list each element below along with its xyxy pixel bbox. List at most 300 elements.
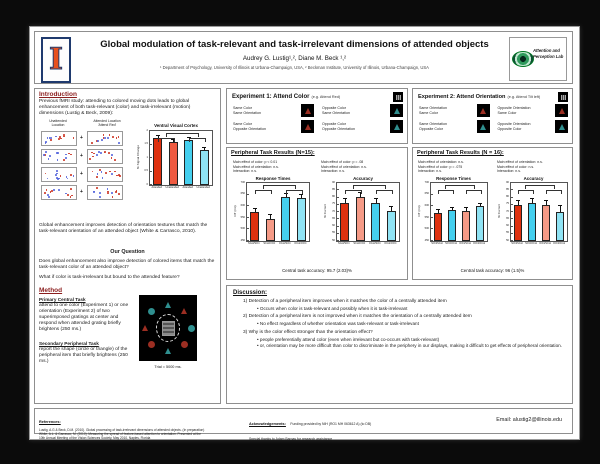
plot-area <box>332 180 400 242</box>
y-tick-label: 85 <box>506 187 509 191</box>
condition-label: Same Orientation Same Color <box>419 106 447 115</box>
error-bar-cap <box>530 198 534 199</box>
error-bar-cap <box>299 194 303 195</box>
y-tick-mark <box>150 130 152 131</box>
trial-display <box>139 295 197 361</box>
x-tick-label: OCol/SOri <box>368 242 381 245</box>
sig-bracket <box>466 190 482 194</box>
x-tick-label: OOri/SCol <box>459 242 471 245</box>
stat-line: Interaction: n.s. <box>497 169 521 174</box>
dot <box>107 137 109 139</box>
y-tick-label: 50 <box>506 238 509 242</box>
attended-dot-patch <box>87 167 123 182</box>
error-bar-cap <box>478 203 482 204</box>
bar <box>462 211 470 241</box>
error-bar <box>438 210 439 213</box>
experiment1-title-row <box>232 92 403 102</box>
stat-line: Main effect of color: n.s. <box>497 164 535 169</box>
chart-exp1_acc <box>319 176 407 264</box>
dot <box>70 196 72 198</box>
error-bar <box>255 209 256 212</box>
discussion-item <box>243 299 566 311</box>
stat-line: Main effect of orientation: n.s. <box>233 164 279 169</box>
dot <box>111 173 113 175</box>
y-tick-label: 90 <box>506 180 509 184</box>
y-tick-label: 1.5 <box>144 142 148 146</box>
reference-line: 10th Annual Meeting of the Vision Sciences Society, May 2010, Naples, Florida <box>39 436 151 440</box>
introduction-heading: Introduction <box>39 91 77 98</box>
experiment1-title: Experiment 1: Attend Color <box>232 94 310 100</box>
fixation-plus: + <box>80 135 83 141</box>
fixation-plus: + <box>80 153 83 159</box>
error-bar <box>301 195 302 198</box>
error-bar <box>376 199 377 203</box>
y-tick-mark <box>431 228 433 229</box>
sig-bracket <box>263 185 296 189</box>
stimulus-swatch <box>390 120 403 133</box>
fmri-stimulus-figure <box>41 119 133 219</box>
sig-bracket <box>445 185 475 189</box>
plot-area <box>424 180 488 242</box>
error-bar <box>546 201 547 205</box>
sig-bracket <box>166 133 199 137</box>
stimulus-swatch <box>555 120 568 133</box>
stat-line: Interaction: n.s. <box>233 169 257 174</box>
discussion-point: 3) Why is the color effect stronger than the orientation effect? <box>243 329 373 335</box>
x-tick-labels <box>246 242 308 245</box>
y-axis-label: % Signal Change <box>136 145 140 169</box>
plot-area <box>240 180 310 242</box>
dot <box>104 137 106 139</box>
university-logo <box>41 37 71 83</box>
dot <box>91 142 93 144</box>
unattended-dot-patch <box>41 167 77 182</box>
y-tick-label: 0 <box>146 182 148 186</box>
condition-label: Same Color Same Orientation <box>233 106 261 115</box>
bar <box>556 212 564 241</box>
trial-caption: Trial = 5000 ms. <box>154 365 182 369</box>
circle-icon <box>148 308 155 315</box>
x-tick-labels <box>336 242 398 245</box>
y-tick-label: 450 <box>424 238 429 242</box>
y-tick-label: 700 <box>424 180 429 184</box>
y-tick-mark <box>511 240 513 241</box>
discussion-box <box>226 285 573 404</box>
stat-line: Main effect of color: p = .08 <box>321 160 364 164</box>
y-tick-label: 0.5 <box>144 169 148 173</box>
poster-authors: Audrey G. Lustig¹,², Diane M. Beck ¹,² <box>242 55 347 62</box>
triangle-icon <box>394 124 400 130</box>
dot <box>53 189 55 191</box>
chart-ventral <box>133 123 219 199</box>
dot <box>114 171 116 173</box>
dot <box>96 176 98 178</box>
stimulus-swatch <box>477 120 490 133</box>
y-tick-label: 700 <box>240 180 245 184</box>
dot <box>111 157 113 159</box>
error-bar-cap <box>343 198 347 199</box>
y-tick-label: 65 <box>332 216 335 220</box>
y-tick-label: 55 <box>332 231 335 235</box>
dot <box>118 174 120 176</box>
sig-bracket <box>518 190 534 194</box>
y-axis-label: RT (ms) <box>417 205 421 217</box>
bar <box>266 219 275 241</box>
dot <box>114 159 116 161</box>
x-tick-label: SCol/SOri <box>247 242 260 245</box>
dot <box>89 158 91 160</box>
y-tick-mark <box>337 226 339 227</box>
bar <box>434 213 442 241</box>
y-tick-mark <box>247 217 249 218</box>
bar <box>281 197 290 241</box>
x-tick-label: SOri/SCol <box>511 242 523 245</box>
triangle-icon <box>142 325 148 331</box>
error-bar-cap <box>436 209 440 210</box>
secondary-task-title: Secondary Peripheral Task <box>39 341 99 346</box>
y-tick-mark <box>337 204 339 205</box>
x-tick-label: SOri/OCol <box>525 242 537 245</box>
dot <box>107 192 109 194</box>
error-bar-cap <box>202 147 206 148</box>
stat-line: Main effect of orientation: n.s. <box>418 160 464 164</box>
y-tick-label: 85 <box>332 187 335 191</box>
stat-line: Main effect of orientation: n.s. <box>497 160 543 164</box>
intro-paragraph-2: Global enhancement improves detection of orientation textures that match the task-relevant orientation of an attended object (White & Carrasco, 2010). <box>39 223 208 234</box>
y-axis-label: % Correct <box>497 204 501 218</box>
eye-icon <box>512 51 534 67</box>
y-tick-mark <box>431 205 433 206</box>
dot <box>48 158 50 160</box>
y-tick-mark <box>247 240 249 241</box>
x-tick-label: OCol/OOri <box>384 242 397 245</box>
question-2: What if color is task-irrelevant but bound to the attended feature? <box>39 275 180 280</box>
fixation-plus: + <box>80 171 83 177</box>
dot <box>50 139 52 141</box>
dot-row <box>41 167 133 180</box>
x-tick-label: Unattended <box>196 186 210 189</box>
y-tick-label: 2 <box>146 128 148 132</box>
experiment1-conditions <box>233 104 403 133</box>
y-tick-label: 80 <box>506 195 509 199</box>
error-bar-cap <box>464 207 468 208</box>
bar <box>200 150 209 185</box>
dot <box>97 140 99 142</box>
y-tick-label: 650 <box>424 192 429 196</box>
discussion-bullet: • Occurs when color is task-relevant and possibly when it is task-irrelevant <box>257 305 408 311</box>
bar <box>169 142 178 185</box>
x-tick-labels <box>510 242 566 245</box>
dot <box>93 153 95 155</box>
error-bar <box>466 208 467 211</box>
poster-affiliations: ¹ Department of Psychology, University of Illinois at Urbana-Champaign, USA, ² Beckman Institute, University of Illinois, Urbana-Champaign, USA <box>160 65 429 70</box>
results2-heading: Peripheral Task Results (N = 16): <box>417 150 504 156</box>
dot-rows <box>41 131 133 211</box>
dot <box>70 154 72 156</box>
references-heading: References: <box>39 420 61 424</box>
triangle-icon <box>181 308 187 314</box>
sig-bracket <box>546 190 562 194</box>
results2-box <box>412 147 573 280</box>
y-tick-label: 70 <box>506 209 509 213</box>
secondary-task-text: report the shape (circle or triangle) of the peripheral item that briefly brightens (250 ms.) <box>39 347 128 364</box>
chart-exp2_acc <box>494 176 573 264</box>
y-tick-label: 75 <box>506 202 509 206</box>
experiment2-subtitle: (e.g. Attend Tilt left) <box>507 95 541 99</box>
y-tick-mark <box>337 211 339 212</box>
discussion-point: 2) Detection of a peripheral item is not improved when it matches the orientation of a centrally attended item <box>243 314 472 320</box>
lab-logo-text: Attention and Perception Lab <box>533 48 564 59</box>
ack-thanks: Special thanks to Adam Barnas for research assistance <box>249 437 333 441</box>
ack-heading: Acknowledgements: <box>249 422 286 426</box>
dot <box>55 136 57 138</box>
stat-line: Main effect of orientation: n.s. <box>321 164 367 169</box>
error-bar <box>345 199 346 203</box>
dot <box>48 196 50 198</box>
results1-box <box>226 147 408 280</box>
results1-heading: Peripheral Task Results (N=15): <box>231 150 315 156</box>
error-bar <box>532 199 533 203</box>
dot-row <box>41 149 133 162</box>
attended-dot-patch <box>87 131 123 146</box>
y-tick-label: 600 <box>240 203 245 207</box>
footer-box <box>34 408 573 441</box>
y-tick-mark <box>431 240 433 241</box>
dot <box>96 154 98 156</box>
dot <box>112 136 114 138</box>
condition-label: Opposite Orientation Opposite Color <box>497 122 531 131</box>
y-axis-label: RT (ms) <box>233 205 237 217</box>
bar <box>387 211 396 241</box>
plot-area <box>144 128 213 186</box>
dot <box>112 196 114 198</box>
attended-dot-patch <box>87 149 123 164</box>
unattended-dot-patch <box>41 185 77 200</box>
primary-task-text: attend to one color (Experiment 1) or one orientation (Experiment 2) of two superimposed gratings at center and respond when attended grating briefly brightens (250 ms.) <box>39 303 129 332</box>
x-tick-label: Unattended <box>165 186 179 189</box>
left-column <box>34 88 221 404</box>
triangle-icon <box>165 348 171 354</box>
triangle-icon <box>559 124 565 130</box>
x-tick-label: SCol/SOri <box>337 242 350 245</box>
error-bar-cap <box>516 200 520 201</box>
dot <box>98 151 100 153</box>
question-1: Does global enhancement also improve detection of colored items that match the task-relevant color of an attended object? <box>39 259 215 270</box>
bar <box>448 210 456 241</box>
condition-label: Same Color Opposite Orientation <box>233 122 266 131</box>
stimulus-swatch <box>301 120 314 133</box>
dot <box>100 152 102 154</box>
sig-bracket <box>376 190 394 194</box>
method-heading: Method <box>39 287 63 294</box>
triangle-icon <box>305 124 311 130</box>
y-tick-mark <box>337 218 339 219</box>
dot <box>111 192 113 194</box>
discussion-heading: Discussion: <box>233 290 268 296</box>
y-tick-mark <box>431 194 433 195</box>
stat-line: Interaction: n.s. <box>321 169 345 174</box>
dot <box>65 157 67 159</box>
bar <box>340 203 349 241</box>
dot <box>99 196 101 198</box>
dot <box>105 172 107 174</box>
error-bar-cap <box>156 135 160 136</box>
unattended-dot-patch <box>41 131 77 146</box>
experiment1-subtitle: (e.g. Attend Red) <box>311 95 341 99</box>
condition-cell <box>419 104 490 117</box>
results2-central-note: Central task accuracy: 96 (1.5)% <box>460 268 525 273</box>
bar <box>250 212 259 241</box>
x-tick-label: Attended <box>151 186 162 189</box>
dot <box>43 154 45 156</box>
triangle-icon <box>480 108 486 114</box>
y-tick-mark <box>511 197 513 198</box>
stimulus-swatch <box>301 104 314 117</box>
triangle-icon <box>305 108 311 114</box>
x-tick-label: OOri/OCol <box>552 242 566 245</box>
circle-icon <box>181 341 188 348</box>
condition-cell <box>498 120 569 133</box>
dot <box>116 190 118 192</box>
stimulus-swatch <box>477 104 490 117</box>
error-bar <box>204 148 205 150</box>
ack-funding: Funding provided by NIH (RO1 MH 063612 A) (to DB) <box>290 422 372 426</box>
error-bar-cap <box>544 200 548 201</box>
intro-paragraph-1: Previous fMRI study: attending to colored moving dots leads to global enhancement of both task-relevant (color) and task-irrelevant (motion) dimensions (Lustig & Beck, 2009): <box>39 99 191 116</box>
y-tick-mark <box>247 194 249 195</box>
sig-bracket <box>158 138 176 142</box>
dot <box>109 134 111 136</box>
error-bar <box>518 201 519 205</box>
x-tick-labels <box>146 182 211 189</box>
sig-bracket <box>438 190 454 194</box>
y-tick-label: 500 <box>424 227 429 231</box>
y-tick-mark <box>337 233 339 234</box>
x-tick-label: SCol/OOri <box>353 242 366 245</box>
discussion-items <box>233 299 566 349</box>
dot <box>73 137 75 139</box>
chart-exp1_rt <box>229 176 317 264</box>
error-bar-cap <box>374 198 378 199</box>
x-tick-labels <box>430 242 486 245</box>
bar <box>476 206 484 241</box>
x-tick-label: SOri/OCol <box>445 242 457 245</box>
y-tick-mark <box>511 204 513 205</box>
stat-line: Interaction: n.s. <box>418 169 442 174</box>
dot <box>44 192 46 194</box>
dot <box>97 173 99 175</box>
results1-acc-stats <box>321 160 405 174</box>
y-tick-mark <box>511 233 513 234</box>
condition-label: Opposite Color Opposite Orientation <box>322 122 355 131</box>
logo-letter: I <box>48 42 64 77</box>
condition-label: Opposite Color Same Orientation <box>322 106 350 115</box>
stimulus-swatch <box>390 104 403 117</box>
sig-bracket <box>345 190 363 194</box>
y-tick-mark <box>247 205 249 206</box>
y-tick-mark <box>431 182 433 183</box>
condition-cell <box>498 104 569 117</box>
y-tick-mark <box>511 189 513 190</box>
error-bar <box>560 206 561 212</box>
chart-title: Accuracy <box>353 176 373 181</box>
y-tick-label: 65 <box>506 216 509 220</box>
dot <box>101 139 103 141</box>
sig-bracket <box>353 185 386 189</box>
dot <box>111 154 113 156</box>
primary-task-title: Primary Central Task <box>39 297 86 302</box>
x-tick-label: Attended <box>182 186 193 189</box>
dot <box>107 188 109 190</box>
sig-bracket <box>255 190 273 194</box>
error-bar-cap <box>558 205 562 206</box>
circle-icon <box>148 341 155 348</box>
dot <box>45 173 47 175</box>
dot <box>118 136 120 138</box>
y-tick-label: 600 <box>424 203 429 207</box>
reference-line: Lustig, A.G & Beck, D.M. (2010). Global processing of task-irrelevant dimensions of attended objects. (In preparation) <box>39 428 205 432</box>
triangle-icon <box>394 108 400 114</box>
experiment2-conditions <box>419 104 568 133</box>
condition-cell <box>233 104 314 117</box>
condition-label: Opposite Orientation Same Color <box>497 106 531 115</box>
y-tick-label: 90 <box>332 180 335 184</box>
dot <box>58 189 60 191</box>
sig-bracket <box>286 190 304 194</box>
error-bar-cap <box>450 207 454 208</box>
bar <box>153 138 162 185</box>
error-bar <box>270 215 271 219</box>
condition-label: Same Orientation Opposite Color <box>419 122 447 131</box>
experiment2-box <box>412 88 573 144</box>
reference-line: White, A.L. & Carrasco, M. (2010). Measuring the spread of feature-based attention to orientation. Presented at the <box>39 432 201 436</box>
y-tick-mark <box>337 189 339 190</box>
discussion-point: 1) Detection of a peripheral item improves when it matches the color of a centrally attended item <box>243 299 447 304</box>
y-tick-mark <box>247 228 249 229</box>
dot <box>56 170 58 172</box>
dotfig-col2-header: Attended Location 'Attend Red' <box>93 119 121 127</box>
bar <box>356 197 365 241</box>
dot <box>67 178 69 180</box>
bar <box>514 205 522 241</box>
bar <box>528 203 536 241</box>
dot <box>102 177 104 179</box>
dot <box>51 190 53 192</box>
bar <box>371 203 380 241</box>
dot <box>96 187 98 189</box>
dot <box>118 142 120 144</box>
stat-line: Main effect of color: p < 0.01 <box>233 160 278 164</box>
grating-icon <box>393 92 403 102</box>
discussion-bullet: • No effect regardless of whether orientation was task-relevant or task-irrelevant <box>257 321 419 327</box>
condition-cell <box>419 120 490 133</box>
y-tick-label: 450 <box>240 238 245 242</box>
dot <box>70 188 72 190</box>
y-tick-label: 75 <box>332 202 335 206</box>
condition-cell <box>233 120 314 133</box>
error-bar <box>480 204 481 206</box>
dot <box>118 193 120 195</box>
chart-title: Response Times <box>255 176 291 181</box>
dot-row <box>41 131 133 144</box>
y-tick-mark <box>150 184 152 185</box>
dot <box>47 178 49 180</box>
contact-email: Email: alustig2@illinois.edu <box>496 417 562 423</box>
bar <box>297 198 306 241</box>
y-tick-label: 650 <box>240 192 245 196</box>
y-tick-mark <box>337 197 339 198</box>
y-tick-mark <box>150 157 152 158</box>
